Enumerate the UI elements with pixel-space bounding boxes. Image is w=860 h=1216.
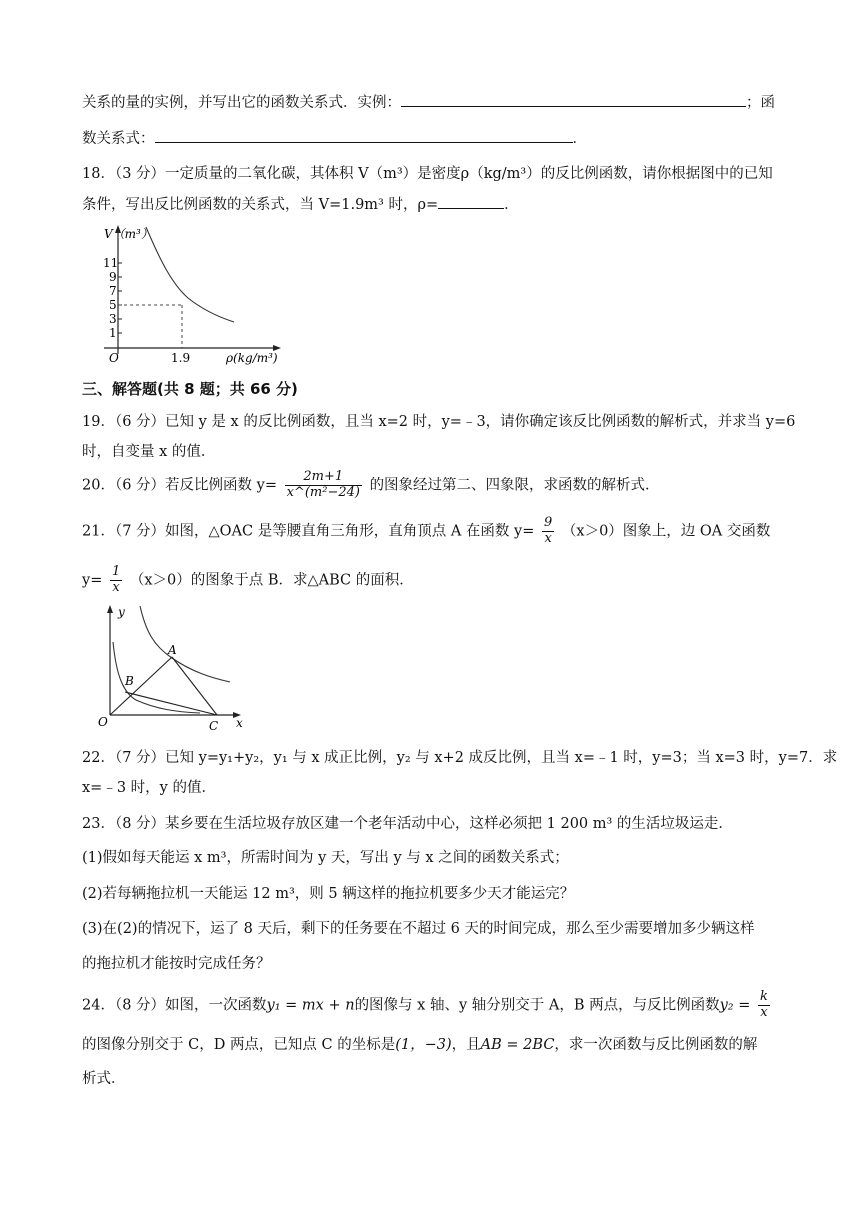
section-3-title: 三、解答题(共 8 题；共 66 分)	[82, 380, 298, 398]
q21-side-ac	[172, 657, 217, 715]
q22-line2: x=﹣3 时，y 的值．	[82, 780, 216, 796]
q18-y-tick: 5	[109, 298, 117, 312]
q24-eq-inverse: y₂ =	[719, 997, 751, 1014]
q24-coord: (1，−3)	[395, 1037, 452, 1053]
q18-y-tick: 1	[109, 326, 117, 340]
q18-y-tick: 7	[109, 284, 117, 298]
q17-line2: 数关系式： ．	[82, 127, 587, 148]
q21-y-arrow	[107, 605, 113, 613]
q21-graph	[96, 602, 256, 732]
q18-line1: 18．（3 分）一定质量的二氧化碳，其体积 V（m³）是密度ρ（kg/m³）的反比例函数，请你根据图中的已知	[82, 166, 773, 182]
q18-origin: O	[109, 351, 119, 365]
q21-line1: 21．（7 分）如图，△OAC 是等腰直角三角形，直角顶点 A 在函数 y= $\frac{9}{x}$ （x＞0）图象上，边 OA 交函数	[82, 515, 771, 546]
q19-line2: 时，自变量 x 的值．	[82, 444, 216, 460]
q21-line2: y= $\frac{1}{x}$ （x＞0）的图象于点 B．求△ABC 的面积．	[82, 564, 414, 595]
q21-fraction-1: $\frac{9}{x}$	[544, 515, 553, 546]
q20-fraction: $\frac{2m+1}{\text{x\textasciicircum{}(m²−24)}}$	[286, 469, 360, 500]
q18-x-label: ρ(kg/m³)	[226, 351, 278, 365]
q18-graph	[98, 222, 298, 367]
q18-curve	[146, 227, 234, 322]
q17-text: 关系的量的实例，并写出它的函数关系式．实例：	[82, 95, 401, 111]
q21-side-oa	[110, 657, 172, 715]
q24-line3: 析式．	[82, 1071, 126, 1087]
q18-x-tick: 1.9	[171, 351, 191, 365]
q19-line1: 19．（6 分）已知 y 是 x 的反比例函数，且当 x=2 时，y=﹣3，请你确定该反比例函数的解析式，并求当 y=6	[82, 414, 796, 430]
q18-y-ticks	[103, 256, 122, 340]
q24-eq-linear: y₁ = mx + n	[266, 997, 355, 1014]
q23-line4: (3)在(2)的情况下，运了 8 天后，剩下的任务要在不超过 6 天的时间完成，那么至少需要增加多少辆这样	[82, 921, 755, 937]
q18-answer-blank	[438, 194, 504, 209]
q23-line3: (2)若每辆拖拉机一天能运 12 m³，则 5 辆这样的拖拉机要多少天才能运完？	[82, 886, 575, 902]
q23-line2: (1)假如每天能运 x m³，所需时间为 y 天，写出 y 与 x 之间的函数关系式；	[82, 850, 569, 866]
q20-line: 20．（6 分）若反比例函数 y= $\frac{2m+1}{\text{x\textasciicircum{}(m²−24)}}$ 的图象经过第二、四象限，求函数的解析式．	[82, 469, 660, 500]
q18-y-tick: 11	[103, 256, 119, 270]
q24-line2: 的图像分别交于 C，D 两点，已知点 C 的坐标是(1，−3)，且AB = 2BC，求一次函数与反比例函数的解	[82, 1037, 758, 1053]
q23-line5: 的拖拉机才能按时完成任务？	[82, 956, 271, 972]
q22-line1: 22．（7 分）已知 y=y₁+y₂，y₁ 与 x 成正比例，y₂ 与 x+2 成反比例，且当 x=﹣1 时，y=3；当 x=3 时，y=7．求	[82, 750, 838, 766]
q18-line2: 条件，写出反比例函数的关系式，当 V=1.9m³ 时，ρ= ．	[82, 193, 519, 214]
q21-y-label: y	[118, 605, 125, 619]
q21-point-c: C	[209, 719, 219, 732]
q23-line1: 23．（8 分）某乡要在生活垃圾存放区建一个老年活动中心，这样必须把 1 200 m³ 的生活垃圾运走．	[82, 816, 733, 832]
q21-x-label: x	[236, 716, 243, 730]
q21-point-o: O	[98, 715, 108, 729]
q21-fraction-2: $\frac{1}{x}$	[111, 564, 121, 595]
q17-line1: 关系的量的实例，并写出它的函数关系式．实例： ；函	[82, 91, 775, 112]
q21-curve-9x	[140, 606, 230, 682]
q21-side-bc	[125, 692, 217, 715]
q21-point-b: B	[125, 674, 134, 688]
q18-y-tick: 9	[109, 270, 117, 284]
q24-fraction: $\frac{k}{x}$	[759, 989, 768, 1020]
q21-point-a: A	[168, 643, 177, 657]
q24-line1: 24．（8 分）如图，一次函数y₁ = mx + n的图像与 x 轴、y 轴分别交于 A，B 两点，与反比例函数y₂ = $\frac{k}{x}$	[82, 989, 768, 1020]
q18-y-label: V（m³）	[104, 227, 153, 241]
q17-formula-blank	[155, 128, 573, 143]
q17-example-blank	[401, 92, 746, 107]
q18-y-tick: 3	[109, 312, 117, 326]
q24-eq-ab: AB = 2BC	[480, 1037, 555, 1053]
